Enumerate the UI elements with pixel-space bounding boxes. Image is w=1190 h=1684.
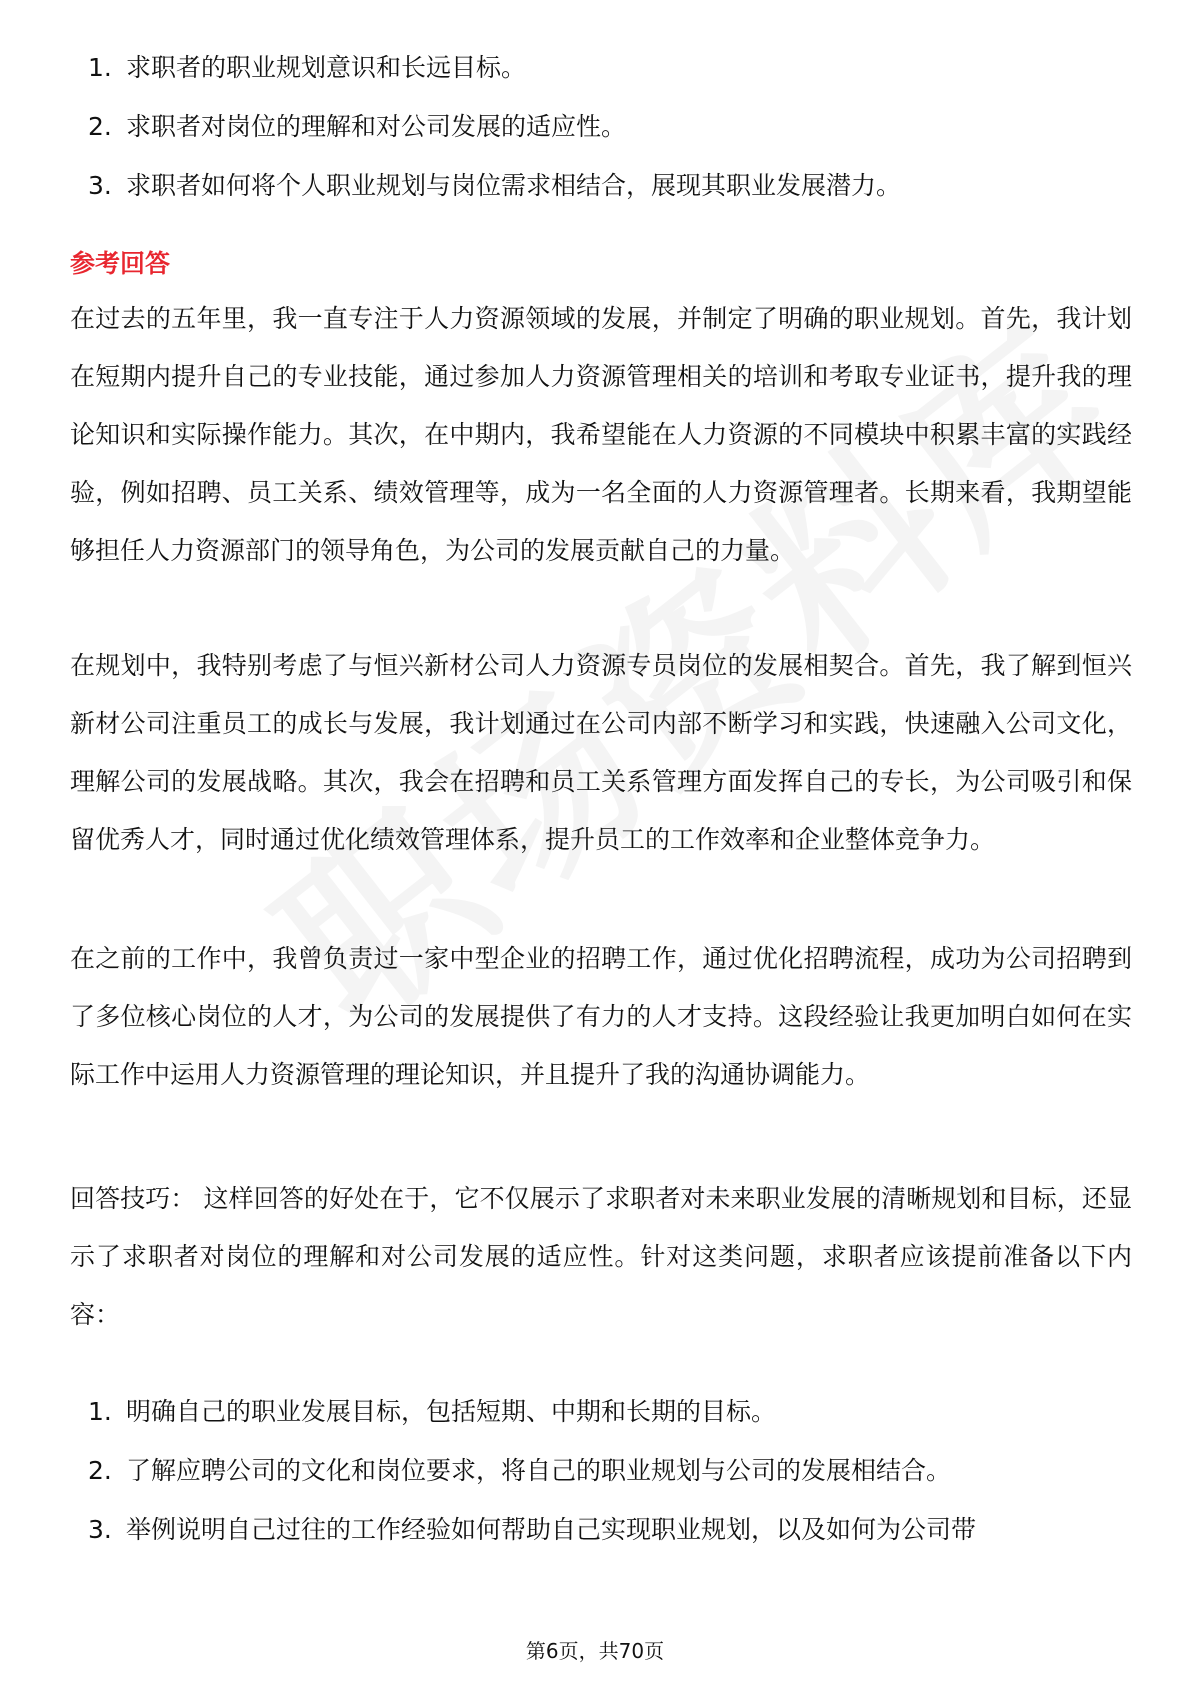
- answer-paragraph-3: 在之前的工作中，我曾负责过一家中型企业的招聘工作，通过优化招聘流程，成功为公司招聘到了多位核心岗位的人才，为公司的发展提供了有力的人才支持。这段经验让我更加明白如何在实际工作中运用人力资源管理的理论知识，并且提升了我的沟通协调能力。: [70, 944, 1132, 1089]
- list-item-text: 求职者如何将个人职业规划与岗位需求相结合，展现其职业发展潜力。: [126, 171, 902, 200]
- page-number-footer: 第6页，共70页: [525, 1639, 665, 1663]
- list-item: [70, 170, 1130, 229]
- list-item: [70, 1455, 1130, 1514]
- list-item-text: 求职者对岗位的理解和对公司发展的适应性。: [126, 112, 627, 141]
- list-item-number: 3.: [88, 171, 112, 200]
- list-item: [70, 1514, 1130, 1573]
- section-heading: 参考回答: [70, 249, 171, 278]
- preparation-list: [70, 1396, 1130, 1573]
- tips-paragraph: 回答技巧： 这样回答的好处在于，它不仅展示了求职者对未来职业发展的清晰规划和目标，还显示了求职者对岗位的理解和对公司发展的适应性。针对这类问题，求职者应该提前准备以下内容：: [70, 1184, 1132, 1329]
- answer-paragraph-2: 在规划中，我特别考虑了与恒兴新材公司人力资源专员岗位的发展相契合。首先，我了解到恒兴新材公司注重员工的成长与发展，我计划通过在公司内部不断学习和实践，快速融入公司文化，理解公司的发展战略。其次，我会在招聘和员工关系管理方面发挥自己的专长，为公司吸引和保留优秀人才，同时通过优化绩效管理体系，提升员工的工作效率和企业整体竞争力。: [70, 651, 1132, 854]
- list-item-number: 1.: [88, 1397, 112, 1426]
- list-item: [70, 52, 1130, 111]
- list-item-text: 举例说明自己过往的工作经验如何帮助自己实现职业规划，以及如何为公司带: [126, 1515, 977, 1544]
- list-item-number: 3.: [88, 1515, 112, 1544]
- list-item-number: 2.: [88, 112, 112, 141]
- list-item-number: 2.: [88, 1456, 112, 1485]
- answer-paragraph-1: 在过去的五年里，我一直专注于人力资源领域的发展，并制定了明确的职业规划。首先，我计划在短期内提升自己的专业技能，通过参加人力资源管理相关的培训和考取专业证书，提升我的理论知识和实际操作能力。其次，在中期内，我希望能在人力资源的不同模块中积累丰富的实践经验，例如招聘、员工关系、绩效管理等，成为一名全面的人力资源管理者。长期来看，我期望能够担任人力资源部门的领导角色，为公司的发展贡献自己的力量。: [70, 304, 1132, 565]
- list-item-number: 1.: [88, 53, 112, 82]
- list-item-text: 求职者的职业规划意识和长远目标。: [126, 53, 527, 82]
- list-item-text: 明确自己的职业发展目标，包括短期、中期和长期的目标。: [126, 1397, 777, 1426]
- list-item: [70, 111, 1130, 170]
- list-item: [70, 1396, 1130, 1455]
- criteria-list: [70, 52, 1130, 229]
- list-item-text: 了解应聘公司的文化和岗位要求，将自己的职业规划与公司的发展相结合。: [126, 1456, 952, 1485]
